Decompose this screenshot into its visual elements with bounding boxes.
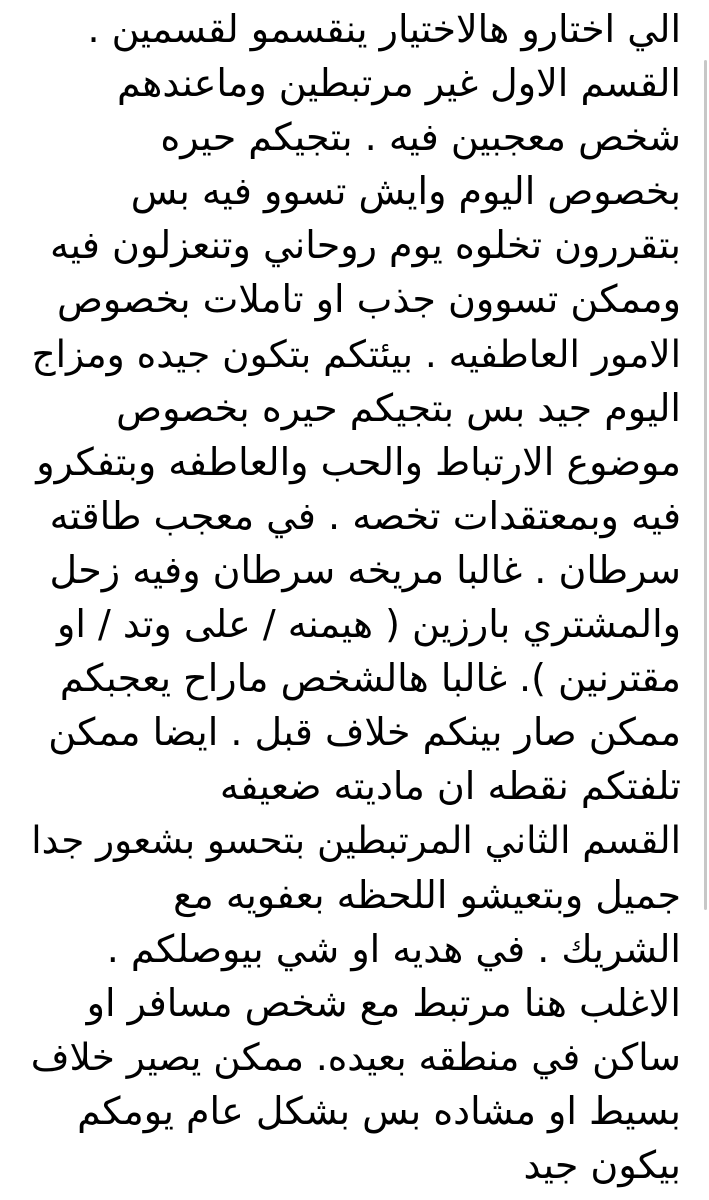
note-line-3: شخص معجبين فيه . بتجيكم حيره [160, 115, 681, 160]
note-line-20: ساكن في منطقه بعيده. ممكن يصير خلاف [30, 1034, 681, 1079]
note-line-19: الاغلب هنا مرتبط مع شخص مسافر او [86, 980, 681, 1025]
note-line-17: جميل وبتعيشو اللحظه بعفويه مع [173, 872, 681, 917]
scrollbar-track[interactable] [699, 0, 709, 1200]
note-line-4: بخصوص اليوم وايش تسوو فيه بس [130, 169, 681, 214]
note-body[interactable] [31, 2, 681, 1192]
note-line-10: فيه وبمعتقدات تخصه . في معجب طاقته [49, 493, 681, 538]
note-line-16: القسم الثاني المرتبطين بتحسو بشعور جدا [31, 818, 681, 863]
note-line-15: تلفتكم نقطه ان ماديته ضعيفه [219, 764, 681, 809]
note-line-8: اليوم جيد بس بتجيكم حيره بخصوص [116, 385, 681, 430]
scrollbar-thumb[interactable] [704, 60, 707, 910]
note-line-12: والمشتري بارزين ( هيمنه / على وتد / او [57, 602, 681, 647]
note-line-14: ممكن صار بينكم خلاف قبل . ايضا ممكن [48, 710, 681, 755]
note-line-1: الي اختارو هالاختيار ينقسمو لقسمين . [87, 7, 681, 51]
note-line-5: بتقررون تخلوه يوم روحاني وتنعزلون فيه [49, 223, 681, 268]
note-line-13: مقترنين ). غالبا هالشخص ماراح يعجبكم [59, 656, 681, 701]
note-line-2: القسم الاول غير مرتبطين وماعندهم [117, 61, 681, 106]
note-line-11: سرطان . غالبا مريخه سرطان وفيه زحل [49, 547, 681, 592]
note-line-6: وممكن تسوون جذب او تاملات بخصوص [56, 277, 681, 322]
note-line-21: بسيط او مشاده بس بشكل عام يومكم [77, 1088, 681, 1133]
note-line-7: الامور العاطفيه . بيئتكم بتكون جيده ومزاج [31, 331, 681, 376]
note-line-9: موضوع الارتباط والحب والعاطفه وبتفكرو [36, 439, 681, 484]
note-line-22: بيكون جيد [523, 1142, 681, 1187]
note-line-18: الشريك . في هديه او شي بيوصلكم . [106, 926, 681, 971]
